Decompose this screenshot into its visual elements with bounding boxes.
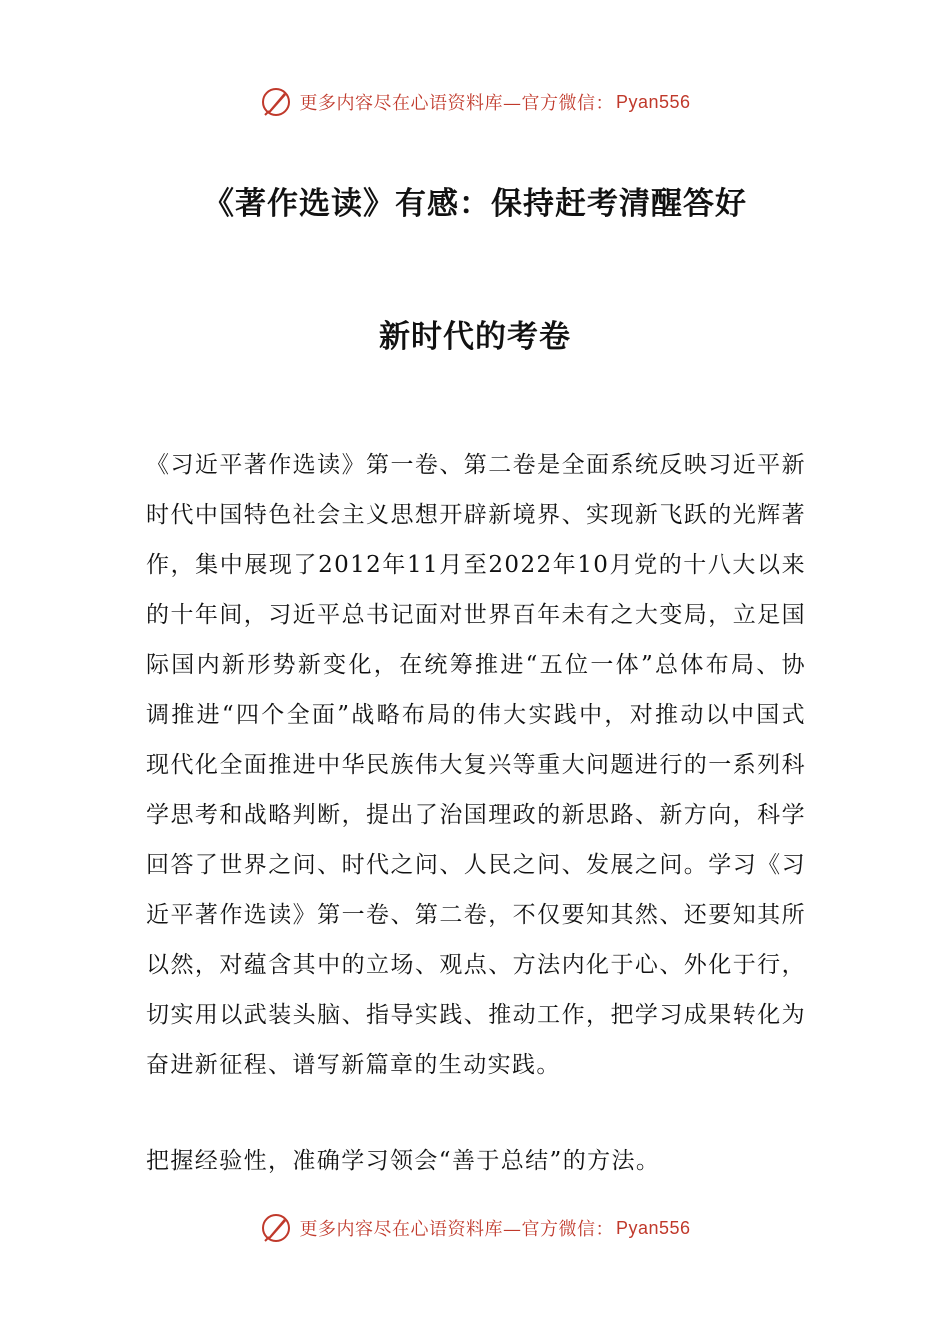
quill-logo-icon: [259, 85, 293, 119]
wechat-id: Pyan556: [615, 91, 691, 112]
document-title-line1: 《著作选读》有感：保持赶考清醒答好: [203, 186, 747, 222]
body-paragraph-2: 把握经验性，准确学习领会“善于总结”的方法。: [146, 1148, 661, 1174]
document-title-line2: 新时代的考卷: [379, 319, 571, 355]
banner-text: 更多内容尽在心语资料库—官方微信：: [299, 1219, 614, 1240]
footer-watermark-banner: [0, 1208, 950, 1248]
quill-logo-icon: [259, 1211, 293, 1245]
banner-text: 更多内容尽在心语资料库—官方微信：: [299, 93, 614, 114]
body-paragraph-1: 《习近平著作选读》第一卷、第二卷是全面系统反映习近平新时代中国特色社会主义思想开辟新境界、实现新飞跃的光辉著作，集中展现了2012年11月至2022年10月党的十八大以来的十年间，习近平总书记面对世界百年未有之大变局，立足国际国内新形势新变化，在统筹推进“五位一体”总体布局、协调推进“四个全面”战略布局的伟大实践中，对推动以中国式现代化全面推进中华民族伟大复兴等重大问题进行的一系列科学思考和战略判断，提出了治国理政的新思路、新方向，科学回答了世界之问、时代之问、人民之问、发展之问。学习《习近平著作选读》第一卷、第二卷，不仅要知其然、还要知其所以然，对蕴含其中的立场、观点、方法内化于心、外化于行，切实用以武装头脑、指导实践、推动工作，把学习成果转化为奋进新征程、谱写新篇章的生动实践。: [146, 452, 806, 1078]
header-watermark-banner: [0, 82, 950, 122]
wechat-id: Pyan556: [615, 1217, 691, 1238]
